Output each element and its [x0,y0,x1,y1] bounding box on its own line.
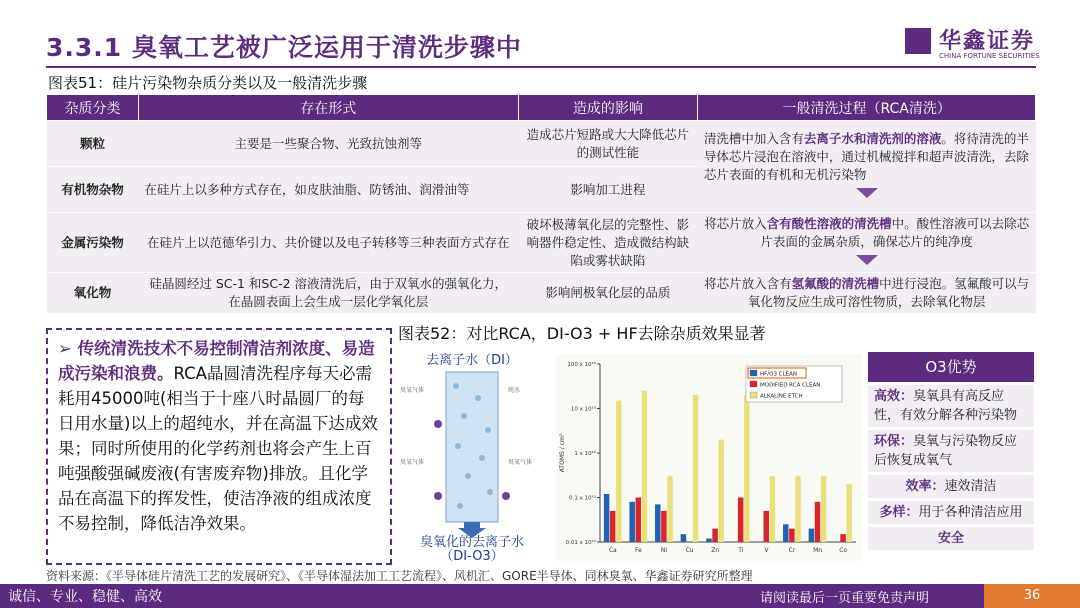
diagram-label-water: 纯水 [508,387,521,394]
x-tick-label: Ca [608,547,617,554]
bar [667,476,672,542]
x-tick-label: Co [839,547,848,554]
diagram-label-ozone-1: 臭氧气体 [400,387,425,394]
x-tick-label: Cr [788,547,796,554]
legend-swatch [750,370,757,376]
x-tick-label: Fe [634,547,642,554]
bar [718,440,723,542]
table-cell: 破坏极薄氧化层的完整性、影响器件稳定性、造成微结构缺陷或雾状缺陷 [518,213,698,273]
legend-swatch [750,381,757,387]
x-tick-label: Ni [660,547,668,554]
footer-disclaimer: 请阅读最后一页重要免责声明 [760,591,930,606]
bar [795,476,800,542]
o3-item: 多样：用于各种清洁应用 [868,501,1034,524]
table-cell: 影响加工进程 [518,167,698,213]
table-cell: 金属污染物 [47,213,139,273]
bar [783,524,788,542]
logo-subtext: CHINA FORTUNE SECURITIES [939,52,1040,60]
y-tick-label: 0.1 x 10¹⁰ [569,495,596,502]
impurity-bar-chart [556,354,862,561]
bar [629,502,634,542]
bar [744,395,749,542]
page-number: 36 [984,584,1080,608]
table-cell: 在硅片上以范德华引力、共价键以及电子转移等三种表面方式存在 [138,213,518,273]
o3-advantages-panel [868,352,1034,562]
bar [706,538,711,542]
bar [616,401,621,542]
legend-label: ALKALINE ETCH [760,393,803,400]
bar [604,494,609,542]
footer-slogan: 诚信、专业、稳健、高效 [8,589,162,605]
table-cell: 硅晶圆经过 SC-1 和SC-2 溶液清洗后，由于双氧水的强氧化力，在晶圆表面上会生成一层化学氧化层 [138,273,518,314]
y-tick-label: 10 x 10¹⁰ [570,406,596,413]
footer-bar [0,584,1080,608]
o3-item: 环保：臭氧与污染物反应后恢复成氧气 [868,430,1034,472]
legend-label: MODIFIED RCA CLEAN [760,382,821,389]
impurity-table [46,94,1036,314]
x-tick-label: Zn [711,547,720,554]
figure-52-title: 图表52：对比RCA，DI-O3 + HF去除杂质效果显著 [398,324,766,343]
y-tick-label: 1 x 10¹⁰ [574,451,596,457]
table-cell: 主要是一些聚合物、光致抗蚀剂等 [138,121,518,167]
diagram-top-label: 去离子水（DI） [426,353,518,368]
y-tick-label: 0.01 x 10¹⁰ [565,540,596,546]
bar [764,511,769,542]
bar [610,511,615,542]
logo-text: 华鑫证券 [939,29,1036,54]
diagram-label-ozone-3: 臭氧气体 [508,459,533,466]
bar [655,504,660,542]
diagram-bottom-label: 臭氧化的去离子水 [419,535,525,550]
table-title: 图表51：硅片污染物杂质分类以及一般清洗步骤 [48,74,368,92]
bar [846,484,851,542]
process-step-3: 将芯片放入含有氢氟酸的清洗槽中进行浸泡。氢氟酸可以与氧化物反应生成可溶性物质，去除氧化物层 [698,273,1036,314]
o3-item: 安全 [868,527,1034,550]
o3-item: 效率：速效清洁 [868,475,1034,498]
bar [770,476,775,542]
y-tick-label: 100 x 10¹⁰ [567,362,596,368]
diagram-label-ozone-2: 臭氧气体 [400,459,425,466]
header-category: 杂质分类 [47,95,139,121]
header-effect: 造成的影响 [518,95,698,121]
page-title: 3.3.1 臭氧工艺被广泛运用于清洗步骤中 [46,33,522,62]
bar [642,391,647,542]
bar [840,534,845,542]
logo-icon [905,28,931,54]
process-step-1: 清洗槽中加入含有去离子水和清洗剂的溶液。将待清洗的半导体芯片浸泡在溶液中，通过机械搅拌和超声波清洗，去除芯片表面的有机和无机污染物 [698,121,1036,213]
box-lead: ➢ 传统清洗技术不易控制清洁剂浓度、易造成污染和浪费。 [58,339,375,383]
source-note: 资料来源：《半导体硅片清洗工艺的发展研究》、《半导体湿法加工工艺流程》、风机汇、GORE半导体、同林臭氧、华鑫证券研究所整理 [46,569,753,583]
bar [693,395,698,542]
company-logo [905,22,1040,62]
down-arrow-icon [856,188,878,198]
bar [815,502,820,542]
title-divider [46,66,1036,68]
table-cell: 颗粒 [47,121,139,167]
x-tick-label: Mn [813,547,823,554]
bar [712,529,717,542]
o3-panel-title: O3优势 [868,352,1034,382]
ozone-water-diagram [398,346,546,561]
box-body: RCA晶圆清洗程序每天必需耗用45000吨(相当于十座八时晶圆厂的每日用水量)以上的超纯水，并在高温下达成效果；同时所使用的化学药剂也将会产生上百吨强酸强碱废液(有害废弃物)排放。且化学品在高温下的挥发性，使洁净液的组成浓度不易控制，降低洁净效果。 [58,364,378,533]
bar [738,498,743,543]
o3-item: 高效：臭氧具有高反应性，有效分解各种污染物 [868,385,1034,427]
process-step-2: 将芯片放入含有酸性溶液的清洗槽中。酸性溶液可以去除芯片表面的金属杂质，确保芯片的纯净度 [698,213,1036,273]
x-tick-label: Ti [738,547,744,554]
y-axis-label: ATOMS / cm² [559,433,566,473]
x-tick-label: V [764,547,769,554]
legend-swatch [750,392,757,398]
table-cell: 有机物杂物 [47,167,139,213]
legend-label: HF/O3 CLEAN [760,371,797,378]
header-process: 一般清洗过程（RCA清洗） [698,95,1036,121]
bar [661,511,666,542]
table-cell: 影响闸极氧化层的品质 [518,273,698,314]
bar [789,529,794,542]
down-arrow-icon [856,255,878,265]
rca-drawback-box [46,328,392,565]
x-tick-label: Cu [685,547,694,554]
table-cell: 造成芯片短路或大大降低芯片的测试性能 [518,121,698,167]
header-form: 存在形式 [138,95,518,121]
diagram-bottom-sublabel: （DI-O3） [440,549,504,561]
bar [821,476,826,542]
table-cell: 氧化物 [47,273,139,314]
bar [681,534,686,542]
table-cell: 在硅片上以多种方式存在，如皮肤油脂、防锈油、润滑油等 [138,167,518,213]
bar [636,498,641,543]
bar [809,529,814,542]
